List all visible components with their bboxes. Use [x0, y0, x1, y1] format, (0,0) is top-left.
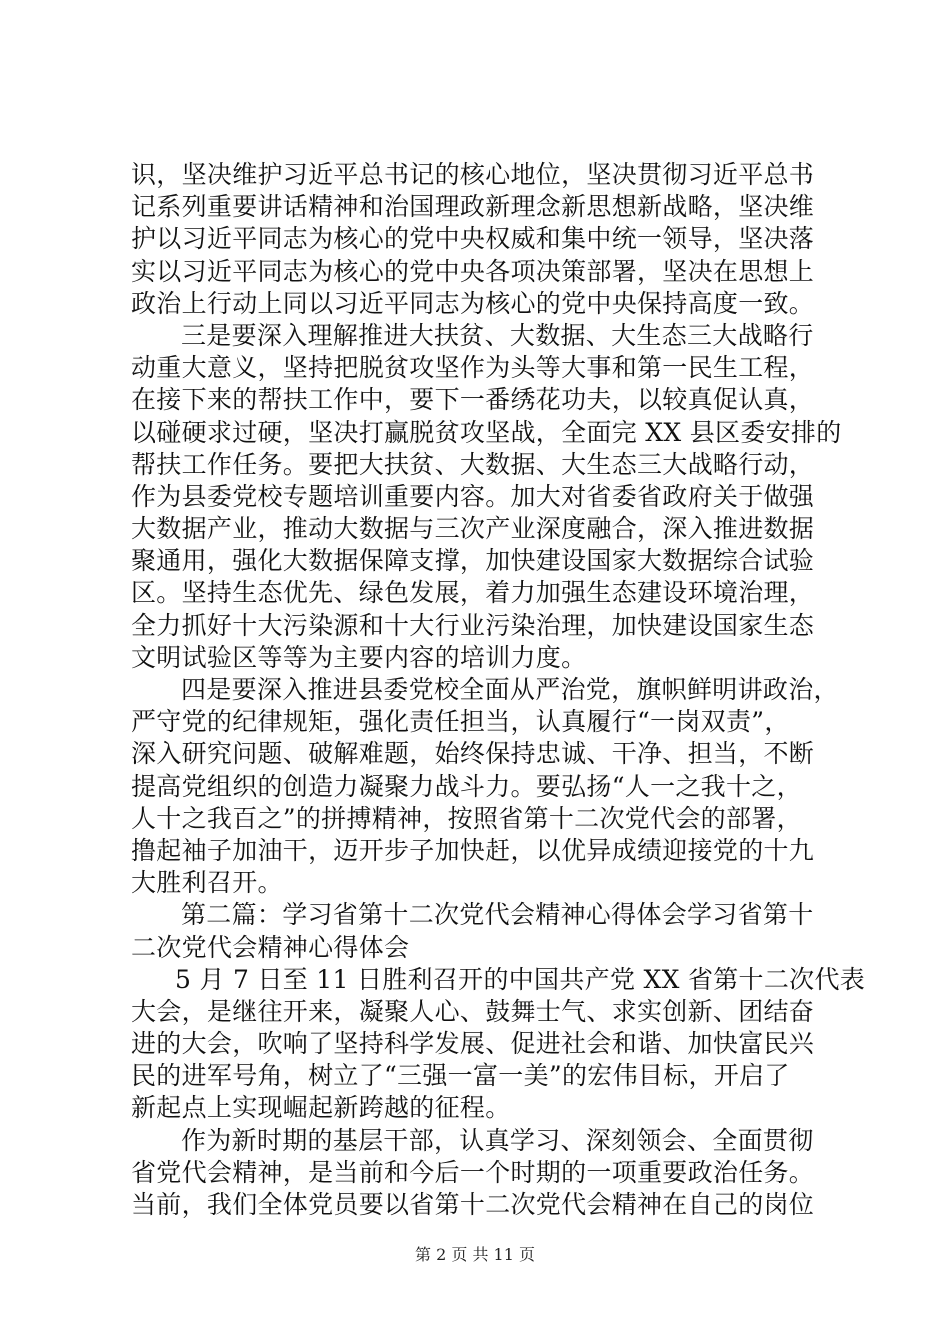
- text-line: 文明试验区等等为主要内容的培训力度。: [131, 642, 587, 672]
- text-line: 新起点上实现崛起新跨越的征程。: [131, 1093, 511, 1123]
- text-line: 大会，是继往开来，凝聚人心、鼓舞士气、求实创新、团结奋: [131, 996, 815, 1026]
- section-heading-line: 第二篇：学习省第十二次党代会精神心得体会学习省第十: [181, 900, 814, 930]
- text-line: 大胜利召开。: [131, 868, 283, 898]
- text-line: 省党代会精神，是当前和今后一个时期的一项重要政治任务。: [131, 1157, 815, 1187]
- paragraph-start-line: 三是要深入理解推进大扶贫、大数据、大生态三大战略行: [181, 320, 814, 350]
- section-heading-line: 二次党代会精神心得体会: [131, 932, 410, 962]
- text-line: 以碰硬求过硬，坚决打赢脱贫攻坚战，全面完 XX 县区委安排的: [131, 417, 842, 447]
- text-line: 动重大意义，坚持把脱贫攻坚作为头等大事和第一民生工程，: [131, 353, 815, 383]
- text-line: 撸起袖子加油干，迈开步子加快赶，以优异成绩迎接党的十九: [131, 835, 815, 865]
- text-line: 全力抓好十大污染源和十大行业污染治理，加快建设国家生态: [131, 610, 815, 640]
- text-line: 在接下来的帮扶工作中，要下一番绣花功夫，以较真促认真，: [131, 385, 815, 415]
- page-number-footer: 第 2 页 共 11 页: [415, 1245, 535, 1264]
- paragraph-start-line: 作为新时期的基层干部，认真学习、深刻领会、全面贯彻: [181, 1125, 814, 1155]
- text-line: 政治上行动上同以习近平同志为核心的党中央保持高度一致。: [131, 288, 815, 318]
- text-line: 识，坚决维护习近平总书记的核心地位，坚决贯彻习近平总书: [131, 160, 815, 189]
- text-line: 帮扶工作任务。要把大扶贫、大数据、大生态三大战略行动，: [131, 449, 815, 479]
- text-line: 作为县委党校专题培训重要内容。加大对省委省政府关于做强: [131, 481, 815, 511]
- text-line: 区。坚持生态优先、绿色发展，着力加强生态建设环境治理，: [131, 578, 815, 608]
- text-line: 深入研究问题、破解难题，始终保持忠诚、干净、担当，不断: [131, 739, 815, 769]
- text-line: 实以习近平同志为核心的党中央各项决策部署，坚决在思想上: [131, 256, 815, 286]
- text-line: 严守党的纪律规矩，强化责任担当，认真履行“一岗双责”，: [131, 707, 790, 737]
- text-line: 护以习近平同志为核心的党中央权威和集中统一领导，坚决落: [131, 224, 815, 254]
- text-line: 记系列重要讲话精神和治国理政新理念新思想新战略，坚决维: [131, 192, 815, 222]
- text-line: 提高党组织的创造力凝聚力战斗力。要弘扬“人一之我十之，: [131, 771, 802, 801]
- document-body: [131, 159, 866, 1221]
- paragraph-start-line: 5 月 7 日至 11 日胜利召开的中国共产党 XX 省第十二次代表: [175, 964, 866, 994]
- text-line: 进的大会，吹响了坚持科学发展、促进社会和谐、加快富民兴: [131, 1029, 815, 1059]
- text-line: 当前，我们全体党员要以省第十二次党代会精神在自己的岗位: [131, 1190, 815, 1219]
- paragraph-start-line: 四是要深入推进县委党校全面从严治党，旗帜鲜明讲政治，: [181, 675, 839, 704]
- text-line: 民的进军号角，树立了“三强一富一美”的宏伟目标，开启了: [131, 1061, 790, 1091]
- text-line: 大数据产业，推动大数据与三次产业深度融合，深入推进数据: [131, 514, 815, 544]
- text-line: 人十之我百之”的拼搏精神，按照省第十二次党代会的部署，: [131, 803, 802, 833]
- text-line: 聚通用，强化大数据保障支撑，加快建设国家大数据综合试验: [131, 546, 815, 576]
